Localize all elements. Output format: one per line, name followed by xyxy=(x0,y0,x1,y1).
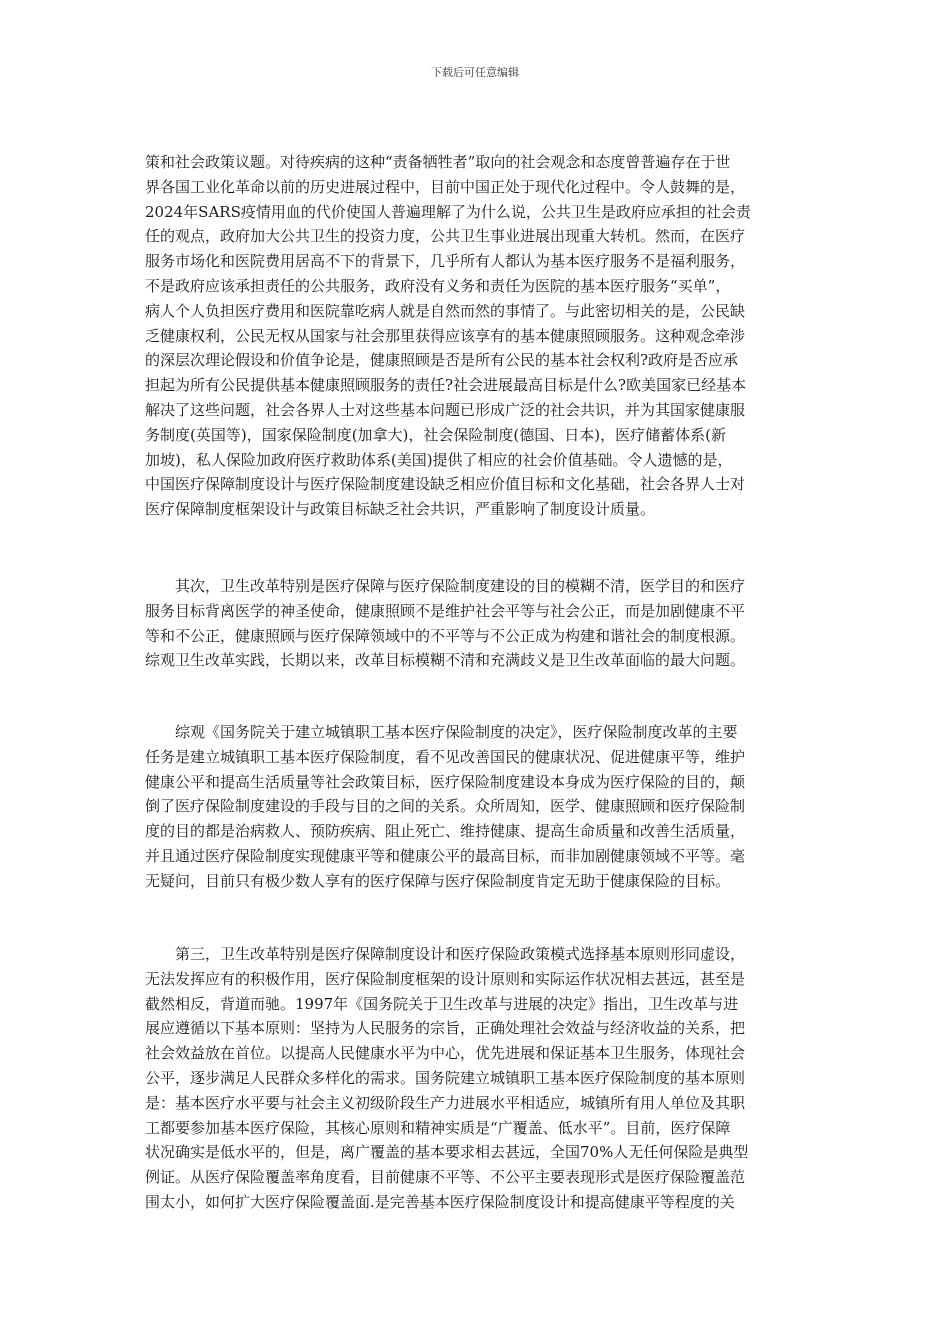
paragraph-line: 服务目标背离医学的神圣使命，健康照顾不是维护社会平等与社会公正，而是加剧健康不平 xyxy=(145,601,746,620)
paragraph-line: 医疗保障制度框架设计与政策目标缺乏社会共识，严重影响了制度设计质量。 xyxy=(145,500,656,519)
paragraph-line: 是：基本医疗水平要与社会主义初级阶段生产力进展水平相适应，城镇所有用人单位及其职 xyxy=(145,1093,746,1112)
paragraph-line: 健康公平和提高生活质量等社会政策目标，医疗保险制度建设本身成为医疗保险的目的，颠 xyxy=(145,772,746,791)
paragraph-line: 务制度(英国等)，国家保险制度(加拿大)，社会保险制度(德国、日本)，医疗储蓄体系(新 xyxy=(145,425,726,444)
paragraph-line: 其次，卫生改革特别是医疗保障与医疗保险制度建设的目的模糊不清，医学目的和医疗 xyxy=(175,577,746,595)
paragraph-line: 并且通过医疗保险制度实现健康平等和健康公平的最高目标，而非加剧健康领域不平等。毫 xyxy=(145,846,746,865)
paragraph-line: 中国医疗保障制度设计与医疗保险制度建设缺乏相应价值目标和文化基础，社会各界人士对 xyxy=(145,475,746,494)
page-header-note: 下载后可任意编辑 xyxy=(431,66,519,79)
paragraph-4 xyxy=(145,942,821,1215)
paragraph-line: 界各国工业化革命以前的历史进展过程中，目前中国正处于现代化过程中。令人鼓舞的是， xyxy=(145,177,746,196)
paragraph-line: 第三，卫生改革特别是医疗保障制度设计和医疗保险政策模式选择基本原则形同虚设， xyxy=(175,945,746,963)
paragraph-line: 度的目的都是治病救人、预防疾病、阻止死亡、维持健康、提高生命质量和改善生活质量， xyxy=(145,822,746,841)
paragraph-line: 社会效益放在首位。以提高人民健康水平为中心，优先进展和保证基本卫生服务，体现社会 xyxy=(145,1044,746,1063)
paragraph-3 xyxy=(145,720,821,894)
paragraph-line: 解决了这些问题，社会各界人士对这些基本问题已形成广泛的社会共识，并为其国家健康服 xyxy=(145,400,746,419)
paragraph-line: 无法发挥应有的积极作用，医疗保险制度框架的设计原则和实际运作状况相去甚远，甚至是 xyxy=(145,969,746,988)
paragraph-line: 任务是建立城镇职工基本医疗保险制度，看不见改善国民的健康状况、促进健康平等，维护 xyxy=(145,747,746,766)
paragraph-line: 策和社会政策议题。对待疾病的这种“责备牺牲者”取向的社会观念和态度曾普遍存在于世 xyxy=(145,153,731,171)
paragraph-line: 工都要参加基本医疗保险，其核心原则和精神实质是“广覆盖、低水平”。目前，医疗保障 xyxy=(145,1118,731,1137)
paragraph-line: 乏健康权利，公民无权从国家与社会那里获得应该享有的基本健康照顾服务。这种观念牵涉 xyxy=(145,326,746,345)
paragraph-line: 的深层次理论假设和价值争论是，健康照顾是否是所有公民的基本社会权利?政府是否应承 xyxy=(145,351,739,370)
paragraph-line: 围太小，如何扩大医疗保险覆盖面.是完善基本医疗保险制度设计和提高健康平等程度的关 xyxy=(145,1192,735,1211)
paragraph-1 xyxy=(145,150,821,522)
paragraph-line: 公平，逐步满足人民群众多样化的需求。国务院建立城镇职工基本医疗保险制度的基本原则 xyxy=(145,1068,746,1087)
paragraph-line: 例证。从医疗保险覆盖率角度看，目前健康不平等、不公平主要表现形式是医疗保险覆盖范 xyxy=(145,1168,746,1187)
paragraph-line: 截然相反，背道而驰。1997年《国务院关于卫生改革与进展的决定》指出，卫生改革与进 xyxy=(145,994,739,1013)
paragraph-2 xyxy=(145,574,821,673)
paragraph-line: 担起为所有公民提供基本健康照顾服务的责任?社会进展最高目标是什么?欧美国家已经基本 xyxy=(145,376,747,395)
paragraph-line: 状况确实是低水平的，但是，离广覆盖的基本要求相去甚远，全国70%人无任何保险是典型 xyxy=(145,1143,749,1162)
paragraph-line: 等和不公正，健康照顾与医疗保障领域中的不平等与不公正成为构建和谐社会的制度根源。 xyxy=(145,626,746,645)
paragraph-line: 无疑问，目前只有极少数人享有的医疗保障与医疗保险制度肯定无助于健康保险的目标。 xyxy=(145,871,731,890)
paragraph-line: 综观《国务院关于建立城镇职工基本医疗保险制度的决定》，医疗保险制度改革的主要 xyxy=(175,723,738,741)
paragraph-line: 加坡)，私人保险加政府医疗救助体系(美国)提供了相应的社会价值基础。令人遗憾的是， xyxy=(145,450,733,469)
paragraph-line: 病人个人负担医疗费用和医院靠吃病人就是自然而然的事情了。与此密切相关的是，公民缺 xyxy=(145,301,746,320)
paragraph-line: 服务市场化和医院费用居高不下的背景下，几乎所有人都认为基本医疗服务不是福利服务， xyxy=(145,252,746,271)
paragraph-line: 展应遵循以下基本原则：坚持为人民服务的宗旨，正确处理社会效益与经济收益的关系，把 xyxy=(145,1019,746,1038)
paragraph-line: 任的观点，政府加大公共卫生的投资力度，公共卫生事业进展出现重大转机。然而，在医疗 xyxy=(145,227,746,246)
paragraph-line: 不是政府应该承担责任的公共服务，政府没有义务和责任为医院的基本医疗服务“买单”， xyxy=(145,276,731,295)
paragraph-line: 综观卫生改革实践，长期以来，改革目标模糊不清和充满歧义是卫生改革面临的最大问题。 xyxy=(145,651,746,670)
paragraph-line: 2024年SARS疫情用血的代价使国人普遍理解了为什么说，公共卫生是政府应承担的社会责 xyxy=(145,202,751,221)
paragraph-line: 倒了医疗保险制度建设的手段与目的之间的关系。众所周知，医学、健康照顾和医疗保险制 xyxy=(145,797,746,816)
